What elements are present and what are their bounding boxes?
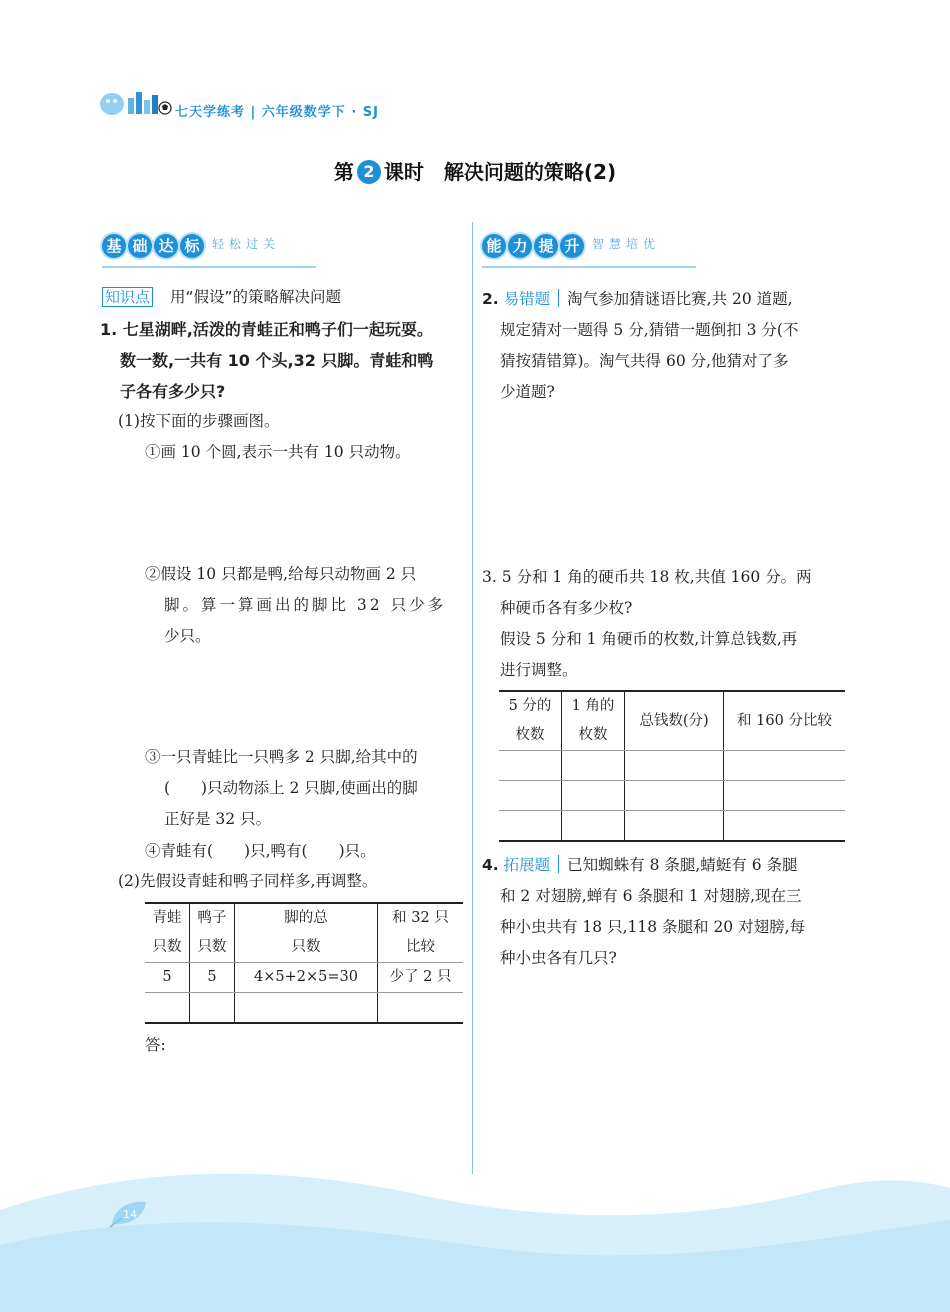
q3-line: 进行调整。: [500, 661, 578, 679]
table-cell: 5 分的 枚数: [499, 691, 562, 751]
q1-step1: ①画 10 个圆,表示一共有 10 只动物。: [145, 443, 411, 461]
banner-char: 基: [102, 234, 126, 258]
q1-line: 子各有多少只?: [120, 382, 226, 401]
table-cell[interactable]: [499, 751, 562, 781]
banner-char: 标: [180, 234, 204, 258]
q1-part2-title: (2)先假设青蛙和鸭子同样多,再调整。: [118, 872, 378, 890]
q1-part1-title: (1)按下面的步骤画图。: [118, 412, 280, 430]
table-cell: 脚的总 只数: [235, 903, 378, 963]
banner-ability: [482, 234, 696, 264]
banner-subtitle: 轻松过关: [212, 237, 281, 251]
knowledge-point: [102, 285, 341, 307]
table-row: [499, 781, 845, 811]
table-row: [499, 811, 845, 842]
q3-table: [499, 690, 845, 842]
column-divider: [472, 222, 473, 1174]
table-cell[interactable]: [499, 781, 562, 811]
q4-line: 种小虫各有几只?: [500, 949, 617, 967]
q1-line: 1. 七星湖畔,活泼的青蛙正和鸭子们一起玩耍。: [100, 320, 433, 339]
banner-subtitle: 智慧培优: [592, 237, 661, 251]
table-cell[interactable]: [235, 993, 378, 1024]
table-cell[interactable]: [190, 993, 235, 1024]
q1-step2-line: 少只。: [164, 627, 211, 645]
q3-text: [482, 562, 852, 686]
brand-text: 七天学练考 | 六年级数学下 · SJ: [175, 105, 379, 120]
q3-line: 假设 5 分和 1 角硬币的枚数,计算总钱数,再: [500, 630, 798, 648]
q1-step3-line: ( )只动物添上 2 只脚,使画出的脚: [164, 779, 418, 797]
table-header-row: [145, 903, 463, 963]
title-prefix: 第: [333, 160, 354, 184]
table-cell[interactable]: [145, 993, 190, 1024]
table-cell[interactable]: [562, 751, 625, 781]
banner-basic: [102, 234, 316, 264]
table-cell: 少了 2 只: [378, 963, 464, 993]
q2-tag: 易错题: [503, 290, 551, 308]
q1-step2-line: ②假设 10 只都是鸭,给每只动物画 2 只: [145, 565, 417, 583]
q1-line: 数一数,一共有 10 个头,32 只脚。青蛙和鸭: [120, 351, 434, 370]
table-cell[interactable]: [562, 811, 625, 842]
table-cell[interactable]: [625, 781, 724, 811]
page-number-leaf-icon: [108, 1198, 150, 1228]
q2-line: 猜按猜错算)。淘气共得 60 分,他猜对了多: [500, 352, 789, 370]
q2-line: 少道题?: [500, 383, 555, 401]
q1-step3: [145, 742, 470, 835]
table-cell: 青蛙 只数: [145, 903, 190, 963]
table-row: [145, 993, 463, 1024]
table-cell[interactable]: [724, 751, 846, 781]
brand-logo-icon: [98, 84, 173, 120]
q3-line: 种硬币各有多少枚?: [500, 599, 633, 617]
table-cell[interactable]: [562, 781, 625, 811]
banner-char: 提: [534, 234, 558, 258]
footer-wave: [0, 1150, 950, 1312]
q1-step2: [145, 559, 465, 652]
table-cell[interactable]: [724, 811, 846, 842]
banner-char: 升: [560, 234, 584, 258]
q1-step4: ④青蛙有( )只,鸭有( )只。: [145, 842, 376, 860]
q3-line: 3. 5 分和 1 角的硬币共 18 枚,共值 160 分。两: [482, 568, 812, 586]
q4-line: 种小虫共有 18 只,118 条腿和 20 对翅膀,每: [500, 918, 806, 936]
knowledge-point-text: 用“假设”的策略解决问题: [169, 288, 342, 306]
q4-text: [482, 850, 852, 974]
lesson-number-badge: 2: [357, 160, 381, 184]
table-cell: 鸭子 只数: [190, 903, 235, 963]
q4-tag: 拓展题: [503, 856, 551, 874]
knowledge-point-label: 知识点: [102, 287, 153, 307]
q2-line: 规定猜对一题得 5 分,猜错一题倒扣 3 分(不: [500, 321, 799, 339]
title-topic: 解决问题的策略(2): [443, 160, 617, 184]
q2-line: 淘气参加猜谜语比赛,共 20 道题,: [567, 290, 793, 308]
q1-step3-line: 正好是 32 只。: [164, 810, 272, 828]
banner-char: 力: [508, 234, 532, 258]
table-cell[interactable]: [378, 993, 464, 1024]
q2-text: [482, 284, 852, 408]
table-row: [499, 751, 845, 781]
q1-text: [100, 314, 433, 407]
table-cell: 5: [190, 963, 235, 993]
table-cell: 总钱数(分): [625, 691, 724, 751]
q4-line: 和 2 对翅膀,蝉有 6 条腿和 1 对翅膀,现在三: [500, 887, 802, 905]
banner-char: 能: [482, 234, 506, 258]
banner-char: 础: [128, 234, 152, 258]
lesson-title: [0, 156, 950, 185]
table-cell: 4×5+2×5=30: [235, 963, 378, 993]
table-header-row: [499, 691, 845, 751]
q2-number: 2.: [482, 290, 499, 308]
table-cell[interactable]: [625, 751, 724, 781]
table-cell: 5: [145, 963, 190, 993]
table-cell: 和 32 只 比较: [378, 903, 464, 963]
q4-number: 4.: [482, 856, 499, 874]
title-mid: 课时: [383, 160, 424, 184]
q4-line: 已知蜘蛛有 8 条腿,蜻蜓有 6 条腿: [567, 856, 798, 874]
q1-step2-line: 脚。算一算画出的脚比 32 只少多: [164, 596, 447, 614]
table-cell[interactable]: [625, 811, 724, 842]
table-row: [145, 963, 463, 993]
answer-label: 答:: [145, 1036, 166, 1054]
q1-step3-line: ③一只青蛙比一只鸭多 2 只脚,给其中的: [145, 748, 418, 766]
page-number: 14: [123, 1208, 137, 1221]
table-cell: 和 160 分比较: [724, 691, 846, 751]
table-cell: 1 角的 枚数: [562, 691, 625, 751]
table-cell[interactable]: [724, 781, 846, 811]
q1-table: [145, 902, 463, 1024]
banner-char: 达: [154, 234, 178, 258]
table-cell[interactable]: [499, 811, 562, 842]
